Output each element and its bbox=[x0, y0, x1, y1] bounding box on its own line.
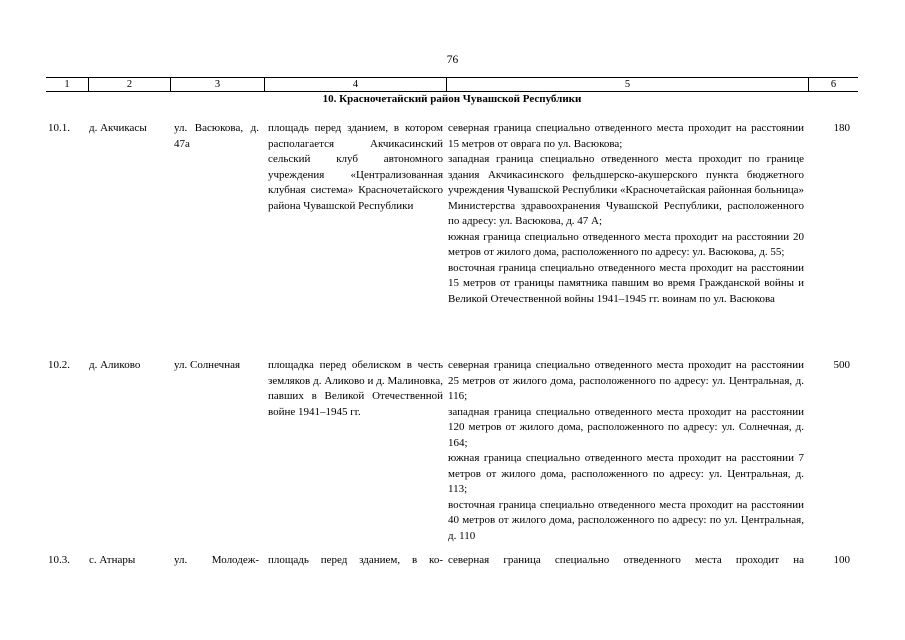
row-number: 10.2. bbox=[48, 359, 70, 371]
settlement-name: с. Атнары bbox=[89, 554, 136, 566]
column-header-2: 2 bbox=[88, 78, 170, 91]
page-number: 76 bbox=[446, 54, 459, 66]
boundaries-description bbox=[448, 121, 804, 307]
section-title: 10. Красночетайский район Чувашской Республики bbox=[322, 93, 582, 105]
capacity: 100 bbox=[833, 554, 850, 566]
east-boundary: восточная граница специально отведенного места проходит на расстоянии 40 метров от жилого дома, расположенного по адресу: по ул. Центральная, д. 110 bbox=[448, 498, 804, 542]
column-header-5: 5 bbox=[446, 78, 808, 91]
place-description: площадь перед зданием, в котором располагается Акчикасинский сельский клуб автономного учреждения «Централизованная клубная система» Красночетайского района Чувашской Республики bbox=[268, 122, 443, 212]
capacity: 500 bbox=[833, 359, 850, 371]
east-boundary: восточная граница специально отведенного места проходит на расстоянии 15 метров от границы памятника павшим во время Гражданской войны и Великой Отечественной войны 1941–1945 гг. воинам по ул. Васюкова bbox=[448, 261, 804, 305]
column-header-6: 6 bbox=[808, 78, 858, 91]
north-boundary: северная граница специально отведенного места проходит на bbox=[448, 554, 804, 566]
north-boundary: северная граница специально отведенного места проходит на расстоянии 25 метров от жилого дома, расположенного по адресу: ул. Центральная, д. 116; bbox=[448, 359, 804, 402]
column-header-4: 4 bbox=[264, 78, 446, 91]
west-boundary: западная граница специально отведенного места проходит на расстоянии 120 метров от жилого дома, расположенного по адресу: ул. Солнечная, д. 164; bbox=[448, 405, 804, 449]
place-description: площадь перед зданием, в ко- bbox=[268, 554, 443, 566]
capacity: 180 bbox=[833, 122, 850, 134]
street-address: ул. Солнечная bbox=[174, 359, 241, 371]
north-boundary: северная граница специально отведенного места проходит на расстоянии 15 метров от оврага по ул. Васюкова; bbox=[448, 122, 804, 150]
street-address: ул. Молодеж- bbox=[174, 554, 259, 566]
south-boundary: южная граница специально отведенного места проходит на расстоянии 20 метров от жилого дома, расположенного по адресу: ул. Васюкова, д. 55; bbox=[448, 230, 804, 258]
settlement-name: д. Аликово bbox=[89, 359, 141, 371]
south-boundary: южная граница специально отведенного места проходит на расстоянии 7 метров от жилого дома, расположенного по адресу: ул. Центральная, д. 113; bbox=[448, 452, 804, 495]
table-header bbox=[46, 77, 858, 92]
column-header-1: 1 bbox=[64, 79, 70, 90]
column-header-3: 3 bbox=[170, 78, 264, 91]
settlement-name: д. Акчикасы bbox=[89, 122, 147, 134]
west-boundary: западная граница специально отведенного места проходит по границе здания Акчикасинского фельдшерско-акушерского пункта бюджетного учреждения Чувашской Республики «Красночетайская районная больница» Министерства здравоохранения Чувашской Республики, расположенного по адресу: ул. Васюкова, д. 47 А; bbox=[448, 153, 804, 227]
boundaries-description bbox=[448, 553, 804, 569]
street-address: ул. Васюкова, д. 47а bbox=[174, 122, 259, 150]
row-number: 10.3. bbox=[48, 554, 70, 566]
row-number: 10.1. bbox=[48, 122, 70, 134]
place-description: площадка перед обелиском в честь земляков д. Аликово и д. Малиновка, павших в Великой Отечественной войне 1941–1945 гг. bbox=[268, 359, 443, 418]
boundaries-description bbox=[448, 358, 804, 544]
